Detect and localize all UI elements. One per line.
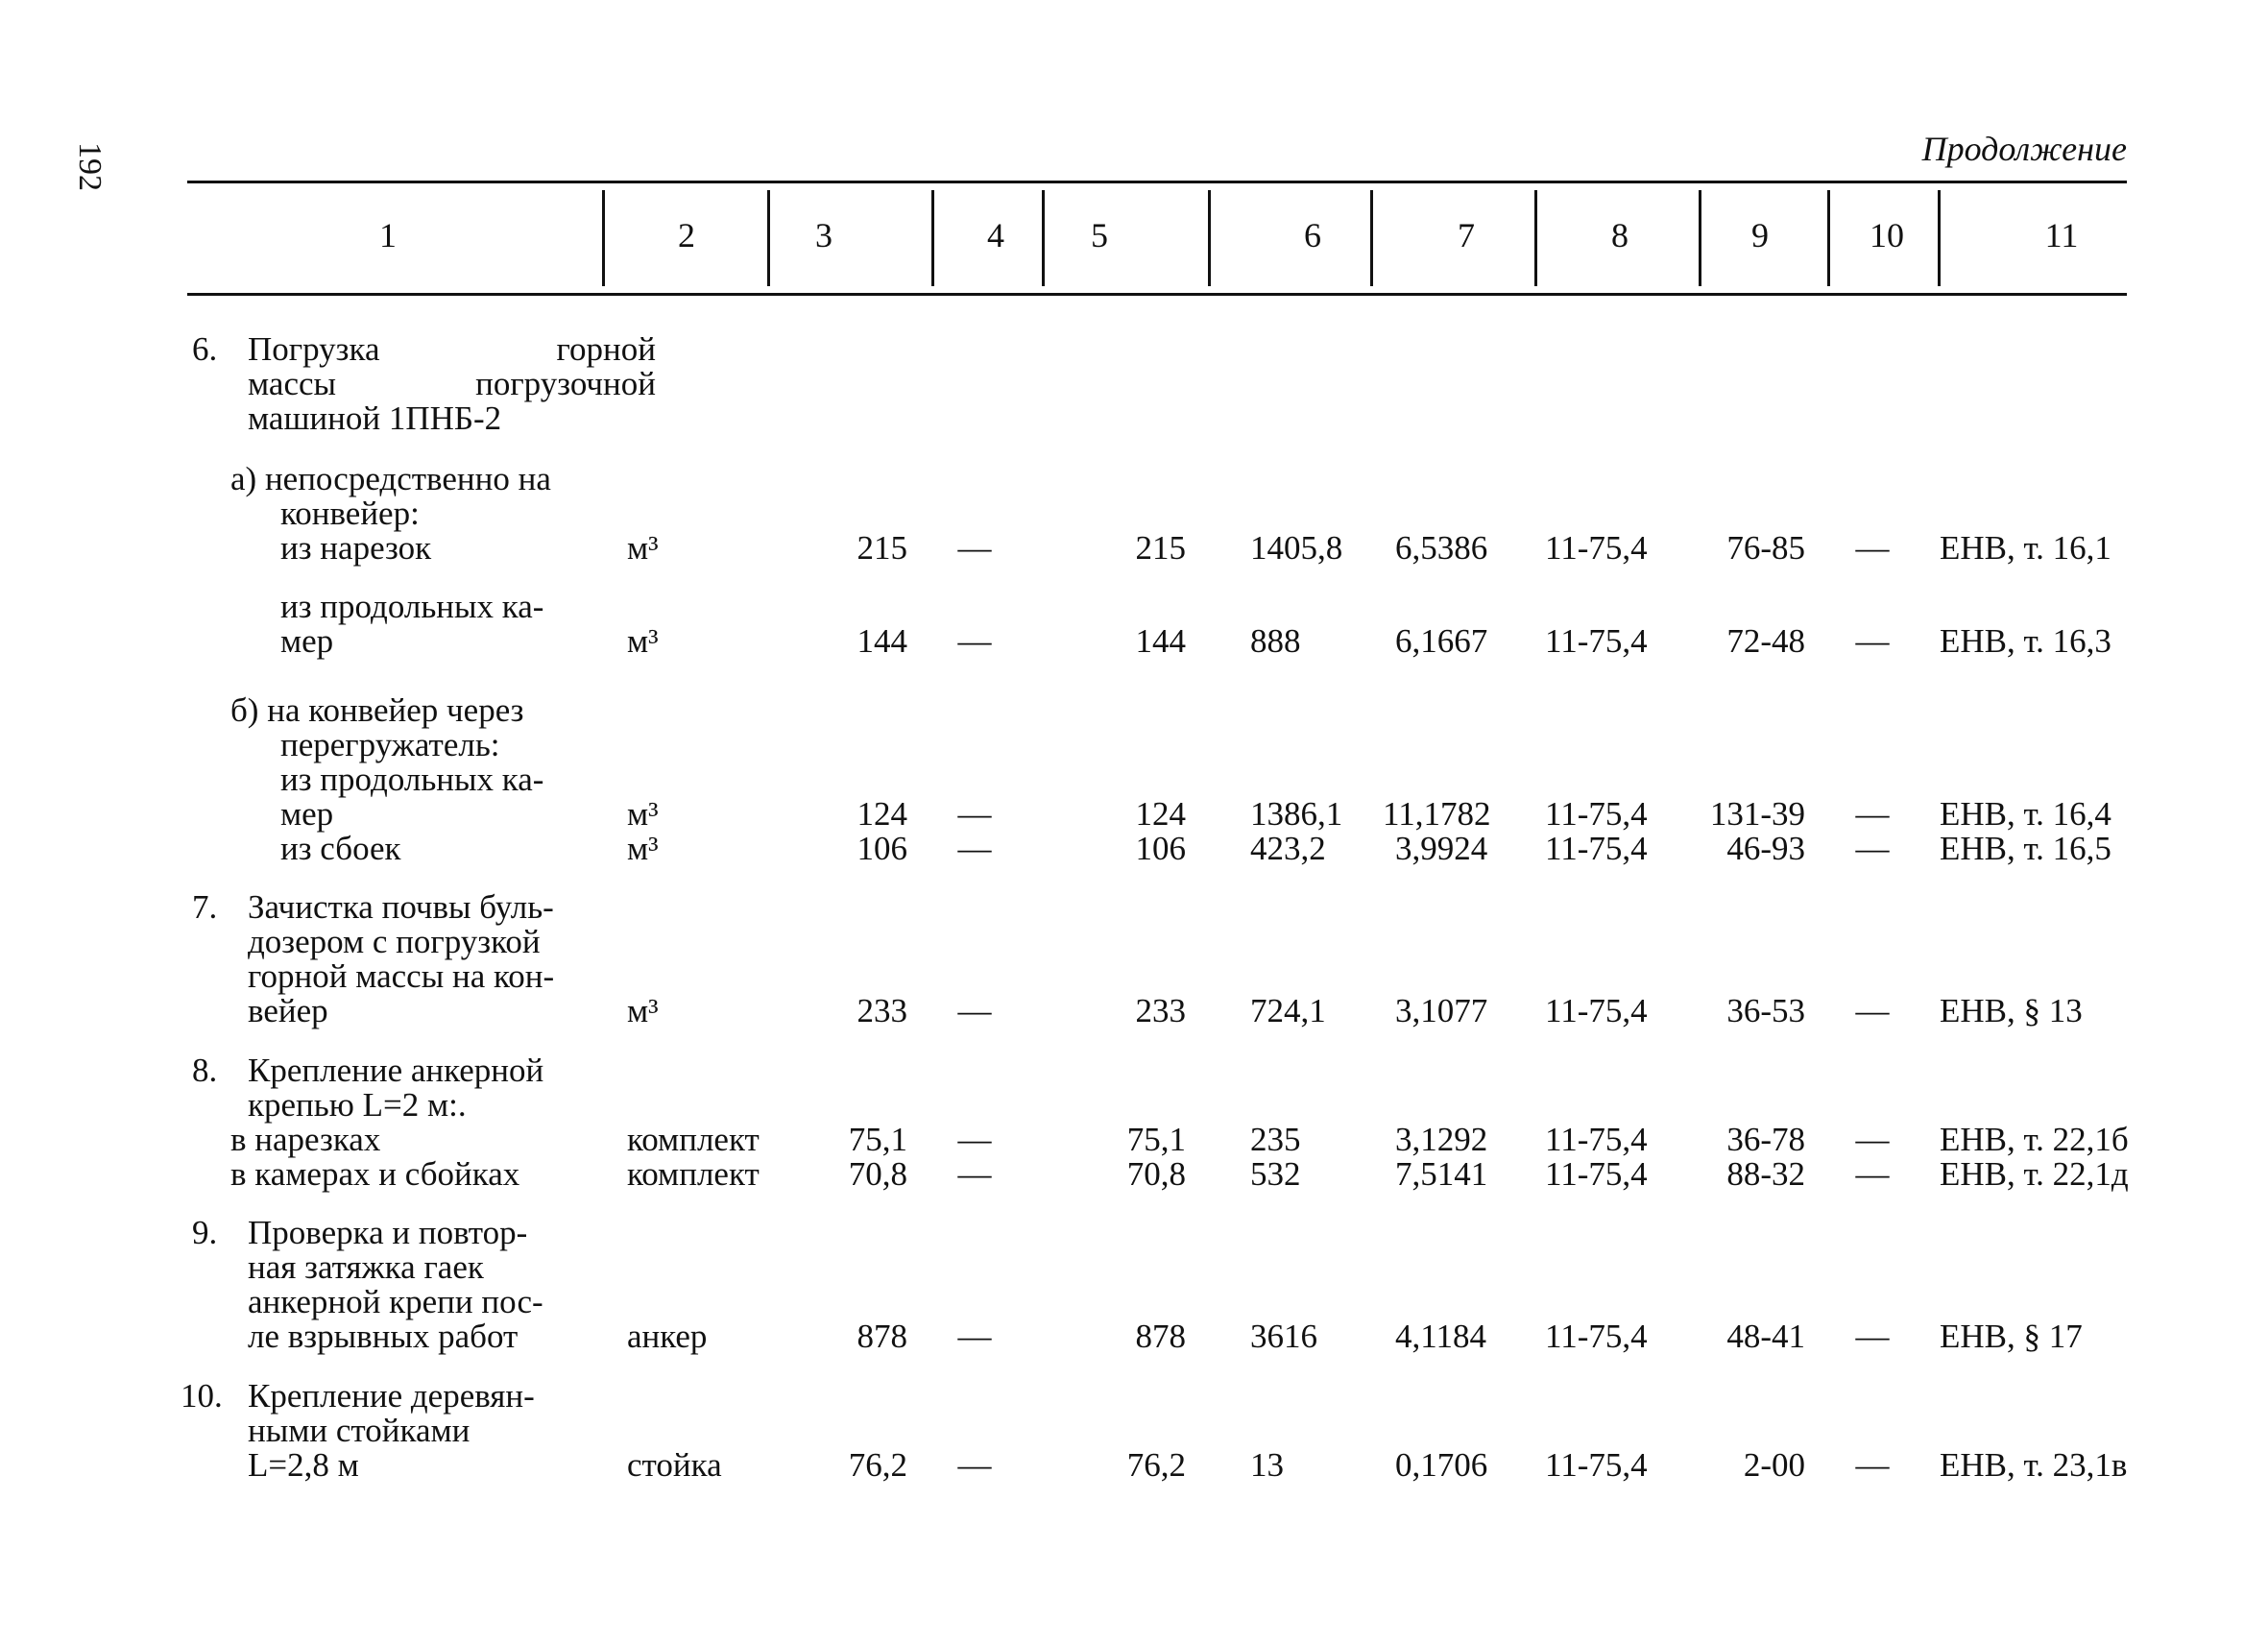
cell-c7: 7,5141 bbox=[1395, 1155, 1488, 1193]
column-divider bbox=[1534, 190, 1537, 286]
column-divider bbox=[1208, 190, 1211, 286]
cell-c6: 3616 bbox=[1250, 1318, 1317, 1355]
column-header-7: 7 bbox=[1458, 216, 1475, 254]
cell-c8: 11-75,4 bbox=[1545, 1446, 1648, 1484]
cell-c7: 3,1077 bbox=[1395, 992, 1488, 1029]
cell-c11: ЕНВ, т. 16,4 bbox=[1940, 795, 2111, 833]
cell-c11: ЕНВ, т. 22,1д bbox=[1940, 1155, 2129, 1193]
cell-c3: 70,8 bbox=[848, 1155, 907, 1193]
column-divider bbox=[767, 190, 770, 286]
item-10-title bbox=[248, 1379, 535, 1483]
cell-c9: 88-32 bbox=[1726, 1155, 1805, 1193]
cell-c6: 1405,8 bbox=[1250, 529, 1343, 567]
column-divider bbox=[1699, 190, 1701, 286]
cell-c11: ЕНВ, т. 22,1б bbox=[1940, 1121, 2129, 1158]
label-line: ная затяжка гаек bbox=[248, 1248, 484, 1286]
label-line: крепью L=2 м:. bbox=[248, 1086, 467, 1124]
item-7-title bbox=[248, 890, 554, 1028]
cell-c11: ЕНВ, т. 16,5 bbox=[1940, 830, 2111, 867]
cell-c9: 72-48 bbox=[1726, 622, 1805, 660]
cell-c10: — bbox=[1855, 1121, 1890, 1158]
row-label: в камерах и сбойках bbox=[230, 1155, 520, 1193]
cell-c7: 4,1184 bbox=[1395, 1318, 1486, 1355]
cell-c10: — bbox=[1855, 1318, 1890, 1355]
column-divider bbox=[602, 190, 605, 286]
continuation-label: Продолжение bbox=[1921, 130, 2127, 168]
cell-c5: 233 bbox=[1135, 992, 1186, 1029]
item-number: 6. bbox=[192, 330, 218, 368]
label-line: Крепление анкерной bbox=[248, 1052, 544, 1089]
cell-c3: 75,1 bbox=[848, 1121, 907, 1158]
column-header-9: 9 bbox=[1751, 216, 1769, 254]
cell-c4: — bbox=[957, 992, 992, 1029]
column-header-5: 5 bbox=[1091, 216, 1108, 254]
cell-c4: — bbox=[957, 1155, 992, 1193]
cell-c6: 724,1 bbox=[1250, 992, 1326, 1029]
label-line: L=2,8 м bbox=[248, 1446, 359, 1484]
cell-c7: 0,1706 bbox=[1395, 1446, 1488, 1484]
column-header-1: 1 bbox=[379, 216, 397, 254]
cell-c8: 11-75,4 bbox=[1545, 795, 1648, 833]
item-8-title bbox=[248, 1053, 543, 1123]
cell-c4: — bbox=[957, 1318, 992, 1355]
page-number: 192 bbox=[72, 142, 108, 191]
cell-c10: — bbox=[1855, 1155, 1890, 1193]
item-number: 10. bbox=[181, 1377, 223, 1415]
row-unit: м³ bbox=[627, 992, 659, 1029]
cell-c4: — bbox=[957, 830, 992, 867]
column-header-2: 2 bbox=[678, 216, 695, 254]
item-9-title bbox=[248, 1216, 543, 1354]
cell-c4: — bbox=[957, 529, 992, 567]
row-label: из сбоек bbox=[280, 830, 401, 867]
header-bottom-rule bbox=[187, 293, 2127, 296]
cell-c3: 76,2 bbox=[848, 1446, 907, 1484]
label-line: анкерной крепи пос- bbox=[248, 1283, 543, 1320]
title-word: Погрузка bbox=[248, 330, 380, 368]
column-header-11: 11 bbox=[2044, 216, 2079, 254]
cell-c9: 2-00 bbox=[1743, 1446, 1805, 1484]
cell-c3: 124 bbox=[857, 795, 907, 833]
column-header-6: 6 bbox=[1304, 216, 1321, 254]
cell-c9: 36-53 bbox=[1726, 992, 1805, 1029]
label-line: конвейер: bbox=[280, 495, 420, 532]
cell-c5: 144 bbox=[1135, 622, 1186, 660]
cell-c6: 532 bbox=[1250, 1155, 1301, 1193]
row-unit: стойка bbox=[627, 1446, 722, 1484]
cell-c6: 888 bbox=[1250, 622, 1301, 660]
cell-c8: 11-75,4 bbox=[1545, 529, 1648, 567]
row-label bbox=[280, 762, 543, 832]
label-line: мер bbox=[280, 795, 334, 833]
column-divider bbox=[1938, 190, 1941, 286]
cell-c7: 3,9924 bbox=[1395, 830, 1488, 867]
row-label bbox=[280, 590, 543, 659]
label-line: Крепление деревян- bbox=[248, 1377, 535, 1415]
cell-c7: 6,1667 bbox=[1395, 622, 1488, 660]
row-unit: м³ bbox=[627, 529, 659, 567]
cell-c3: 106 bbox=[857, 830, 907, 867]
cell-c10: — bbox=[1855, 529, 1890, 567]
cell-c10: — bbox=[1855, 830, 1890, 867]
cell-c9: 48-41 bbox=[1726, 1318, 1805, 1355]
row-unit: комплект bbox=[627, 1155, 760, 1193]
label-line: Зачистка почвы буль- bbox=[248, 888, 554, 926]
cell-c8: 11-75,4 bbox=[1545, 622, 1648, 660]
subsection-b-label bbox=[230, 693, 523, 762]
cell-c11: ЕНВ, § 17 bbox=[1940, 1318, 2083, 1355]
cell-c5: 76,2 bbox=[1126, 1446, 1186, 1484]
row-label: в нарезках bbox=[230, 1121, 381, 1158]
cell-c8: 11-75,4 bbox=[1545, 1155, 1648, 1193]
label-line: а) непосредственно на bbox=[230, 460, 551, 497]
header-top-rule bbox=[187, 181, 2127, 183]
row-unit: м³ bbox=[627, 795, 659, 833]
cell-c4: — bbox=[957, 622, 992, 660]
cell-c8: 11-75,4 bbox=[1545, 1318, 1648, 1355]
cell-c9: 76-85 bbox=[1726, 529, 1805, 567]
row-unit: м³ bbox=[627, 830, 659, 867]
item-number: 7. bbox=[192, 888, 218, 926]
cell-c11: ЕНВ, т. 16,1 bbox=[1940, 529, 2111, 567]
cell-c5: 70,8 bbox=[1126, 1155, 1186, 1193]
cell-c7: 6,5386 bbox=[1395, 529, 1488, 567]
title-word: машиной 1ПНБ-2 bbox=[248, 399, 502, 437]
item-6-title bbox=[248, 332, 656, 436]
cell-c3: 144 bbox=[857, 622, 907, 660]
cell-c11: ЕНВ, т. 23,1в bbox=[1940, 1446, 2128, 1484]
label-line: ле взрывных работ bbox=[248, 1318, 519, 1355]
cell-c5: 106 bbox=[1135, 830, 1186, 867]
cell-c6: 423,2 bbox=[1250, 830, 1326, 867]
cell-c5: 75,1 bbox=[1126, 1121, 1186, 1158]
title-word: горной bbox=[556, 330, 656, 368]
cell-c8: 11-75,4 bbox=[1545, 830, 1648, 867]
column-header-3: 3 bbox=[815, 216, 832, 254]
cell-c10: — bbox=[1855, 992, 1890, 1029]
cell-c6: 13 bbox=[1250, 1446, 1284, 1484]
cell-c8: 11-75,4 bbox=[1545, 992, 1648, 1029]
cell-c9: 131-39 bbox=[1709, 795, 1805, 833]
label-line: Проверка и повтор- bbox=[248, 1214, 528, 1251]
cell-c9: 36-78 bbox=[1726, 1121, 1805, 1158]
cell-c3: 233 bbox=[857, 992, 907, 1029]
cell-c10: — bbox=[1855, 622, 1890, 660]
cell-c5: 124 bbox=[1135, 795, 1186, 833]
cell-c8: 11-75,4 bbox=[1545, 1121, 1648, 1158]
subsection-a-label bbox=[230, 462, 551, 531]
cell-c11: ЕНВ, т. 16,3 bbox=[1940, 622, 2111, 660]
item-number: 8. bbox=[192, 1052, 218, 1089]
cell-c5: 878 bbox=[1135, 1318, 1186, 1355]
cell-c11: ЕНВ, § 13 bbox=[1940, 992, 2083, 1029]
label-line: горной массы на кон- bbox=[248, 957, 555, 995]
column-header-4: 4 bbox=[987, 216, 1004, 254]
label-line: из продольных ка- bbox=[280, 761, 544, 798]
label-line: вейер bbox=[248, 992, 328, 1029]
row-unit: м³ bbox=[627, 622, 659, 660]
cell-c7: 3,1292 bbox=[1395, 1121, 1488, 1158]
label-line: из продольных ка- bbox=[280, 588, 544, 625]
label-line: дозером с погрузкой bbox=[248, 923, 541, 960]
cell-c3: 215 bbox=[857, 529, 907, 567]
label-line: б) на конвейер через bbox=[230, 691, 524, 729]
cell-c6: 235 bbox=[1250, 1121, 1301, 1158]
label-line: ными стойками bbox=[248, 1412, 470, 1449]
title-word: погрузочной bbox=[475, 365, 656, 402]
cell-c4: — bbox=[957, 1446, 992, 1484]
row-unit: анкер bbox=[627, 1318, 708, 1355]
cell-c6: 1386,1 bbox=[1250, 795, 1343, 833]
cell-c9: 46-93 bbox=[1726, 830, 1805, 867]
row-unit: комплект bbox=[627, 1121, 760, 1158]
cell-c3: 878 bbox=[857, 1318, 907, 1355]
label-line: перегружатель: bbox=[280, 726, 500, 763]
cell-c7: 11,1782 bbox=[1383, 795, 1491, 833]
cell-c4: — bbox=[957, 795, 992, 833]
column-divider bbox=[1827, 190, 1830, 286]
cell-c10: — bbox=[1855, 1446, 1890, 1484]
column-divider bbox=[1042, 190, 1045, 286]
cell-c4: — bbox=[957, 1121, 992, 1158]
column-divider bbox=[931, 190, 934, 286]
cell-c10: — bbox=[1855, 795, 1890, 833]
column-divider bbox=[1370, 190, 1373, 286]
label-line: мер bbox=[280, 622, 334, 660]
row-label: из нарезок bbox=[280, 529, 432, 567]
column-header-10: 10 bbox=[1870, 216, 1904, 254]
title-word: массы bbox=[248, 365, 337, 402]
item-number: 9. bbox=[192, 1214, 218, 1251]
cell-c5: 215 bbox=[1135, 529, 1186, 567]
column-header-8: 8 bbox=[1611, 216, 1629, 254]
